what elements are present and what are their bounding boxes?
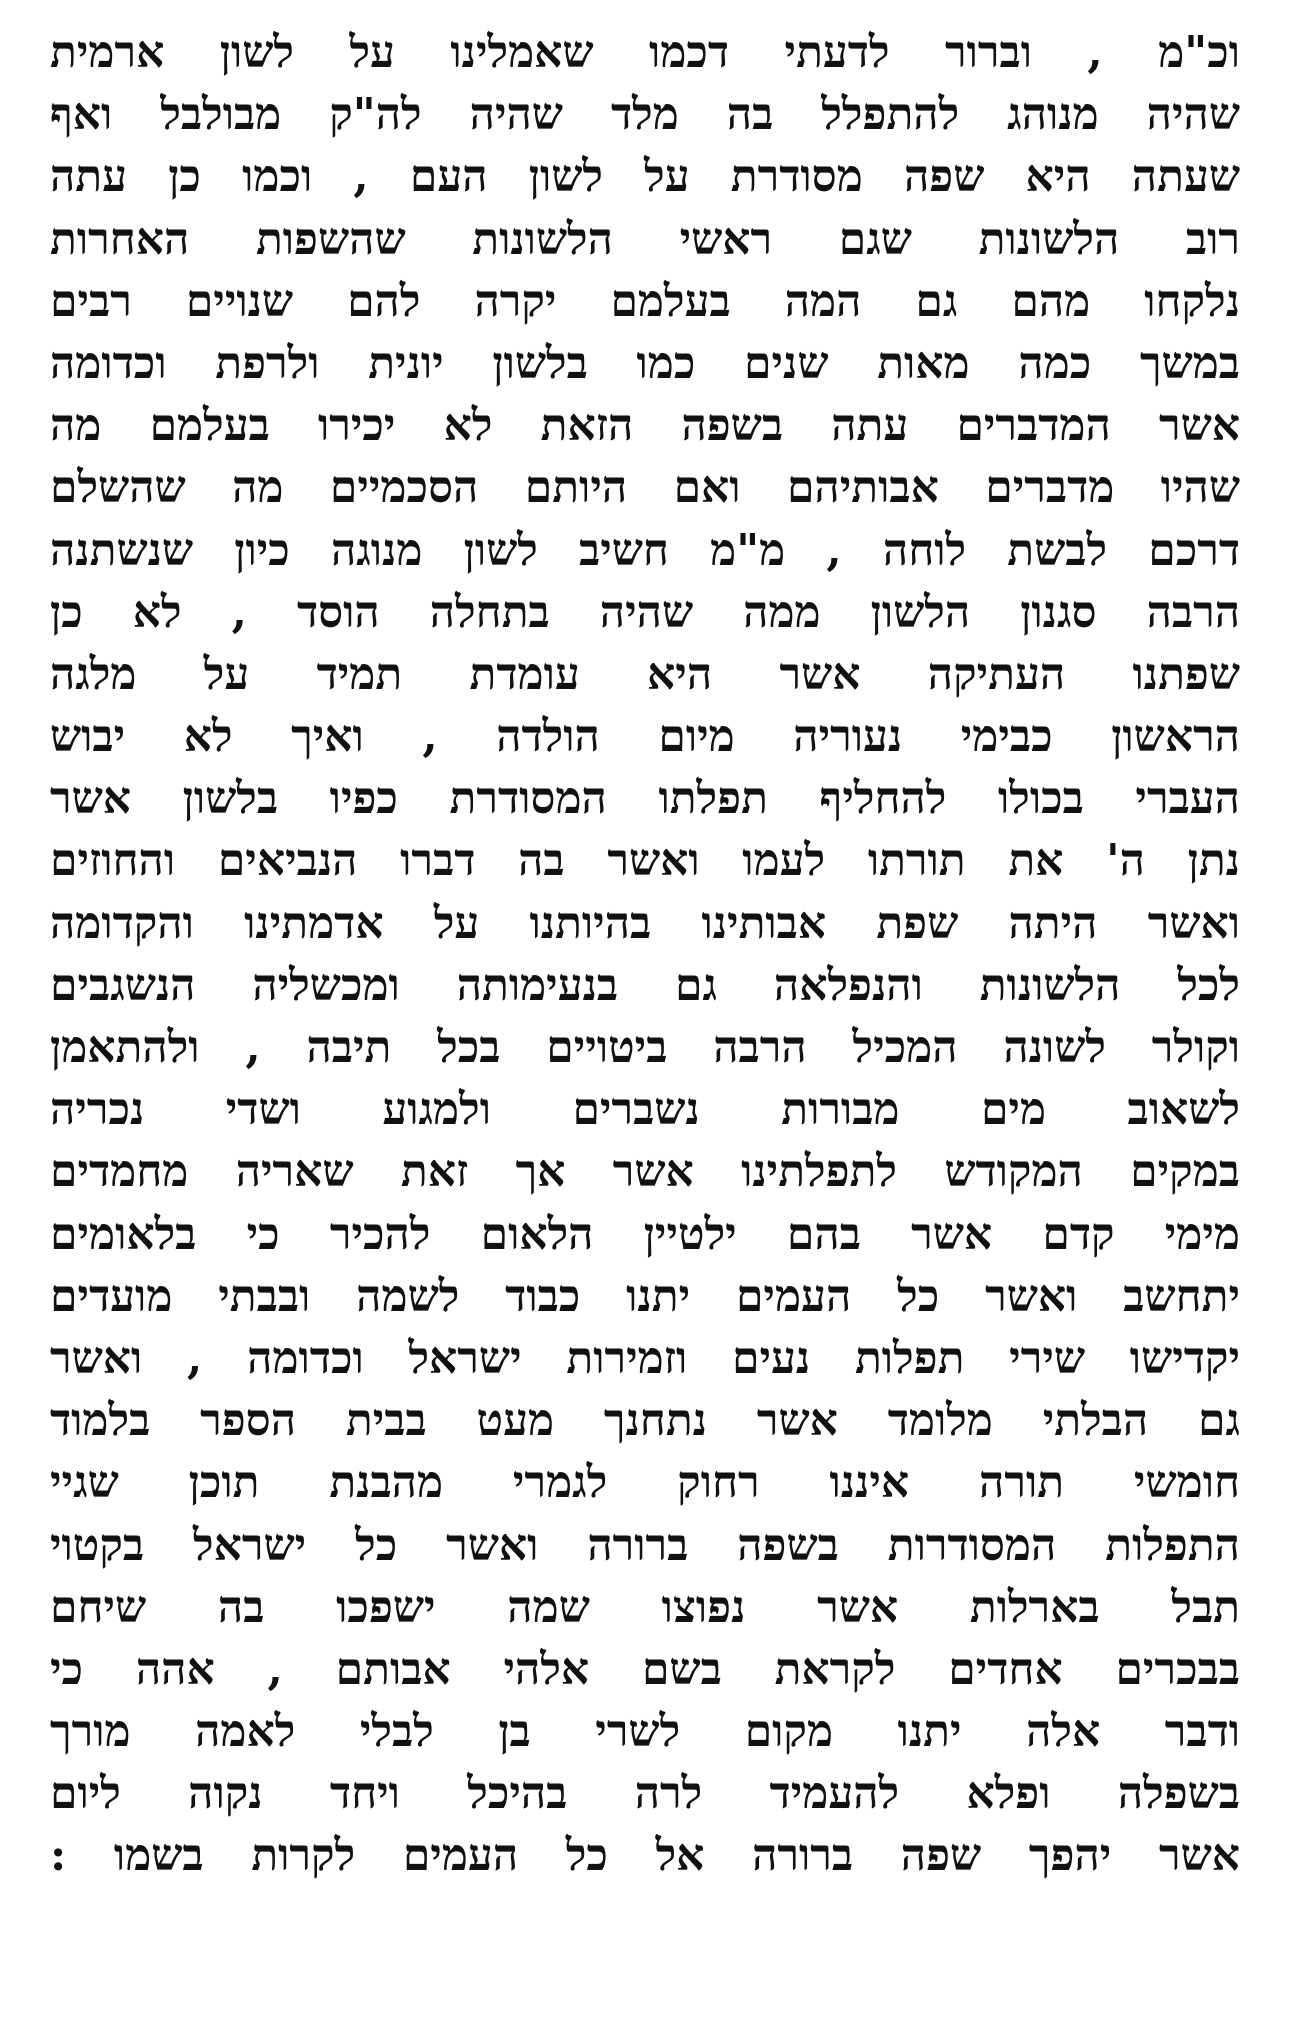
text-line-18: לשאוב מים מבורות נשברים ולמגוע ושדי נכריה <box>50 1084 1240 1136</box>
text-line-22: יקדישו שירי תפלות נעים וזמירות ישראל וכדומה , ואשר <box>50 1332 1240 1384</box>
text-line-6: במשך כמה מאות שנים כמו בלשון יונית ולרפת וכדומה <box>50 337 1240 389</box>
text-line-14: נתן ה' את תורתו לעמו ואשר בה דברו הנביאים והחוזים <box>50 835 1240 887</box>
text-line-11: שפתנו העתיקה אשר היא עומדת תמיד על מלגה <box>50 648 1240 700</box>
text-line-21: יתחשב ואשר כל העמים יתנו כבוד לשמה ובבתי מועדים <box>50 1270 1240 1322</box>
text-line-1: וכ"מ , וברור לדעתי דכמו שאמלינו על לשון ארמית <box>50 27 1240 78</box>
text-line-19: במקים המקודש לתפלתינו אשר אך זאת שאריה מחמדים <box>50 1146 1240 1198</box>
text-line-3: שעתה היא שפה מסודרת על לשון העם , וכמו כן עתה <box>50 151 1240 203</box>
text-line-30: אשר יהפך שפה ברורה אל כל העמים לקרות בשמו : <box>50 1830 1240 1882</box>
text-line-13: העברי בכולו להחליף תפלתו המסודרת כפיו בלשון אשר <box>50 773 1240 825</box>
text-line-20: מימי קדם אשר בהם ילטיין הלאום להכיר כי בלאומים <box>50 1208 1240 1260</box>
text-line-17: וקולר לשונה המכיל הרבה ביטויים בכל תיבה , ולהתאמן <box>50 1022 1240 1073</box>
text-line-26: תבל בארלות אשר נפוצו שמה ישפכו בה שיחם <box>50 1581 1240 1633</box>
text-line-7: אשר המדברים עתה בשפה הזאת לא יכירו בעלמם מה <box>50 400 1240 452</box>
text-line-27: בבכרים אחדים לקראת בשם אלהי אבותם , אהה כי <box>50 1643 1240 1695</box>
text-line-8: שהיו מדברים אבותיהם ואם היותם הסכמיים מה שהשלם <box>50 462 1240 514</box>
text-line-2: שהיה מנוהג להתפלל בה מלד שהיה לה"ק מבולבל ואף <box>50 89 1240 141</box>
text-line-9: דרכם לבשת לוחה , מ"מ חשיב לשון מנוגה כיון שנשתנה <box>50 524 1240 576</box>
text-line-24: חומשי תורה איננו רחוק לגמרי מהבנת תוכן שגיי <box>50 1457 1240 1509</box>
text-line-23: גם הבלתי מלומד אשר נתחנך מעט בבית הספר בלמוד <box>50 1395 1240 1447</box>
text-line-5: נלקחו מהם גם המה בעלמם יקרה להם שנויים רבים <box>50 275 1240 327</box>
text-line-4: רוב הלשונות שגם ראשי הלשונות שהשפות האחרות <box>50 213 1240 265</box>
text-line-25: התפלות המסודרות בשפה ברורה ואשר כל ישראל בקטוי <box>50 1519 1240 1571</box>
text-line-28: ודבר אלה יתנו מקום לשרי בן לבלי לאמה מורך <box>50 1706 1240 1758</box>
text-line-29: בשפלה ופלא להעמיד לרה בהיכל ויחד נקוה ליום <box>50 1768 1240 1820</box>
text-line-12: הראשון כבימי נעוריה מיום הולדה , ואיך לא יבוש <box>50 711 1240 763</box>
text-line-15: ואשר היתה שפת אבותינו בהיותנו על אדמתינו והקדומה <box>50 897 1240 949</box>
text-line-16: לכל הלשונות והנפלאה גם בנעימותה ומכשליה הנשגבים <box>50 959 1240 1011</box>
text-line-10: הרבה סגנון הלשון ממה שהיה בתחלה הוסד , לא כן <box>50 586 1240 638</box>
document-page <box>50 22 1240 2014</box>
